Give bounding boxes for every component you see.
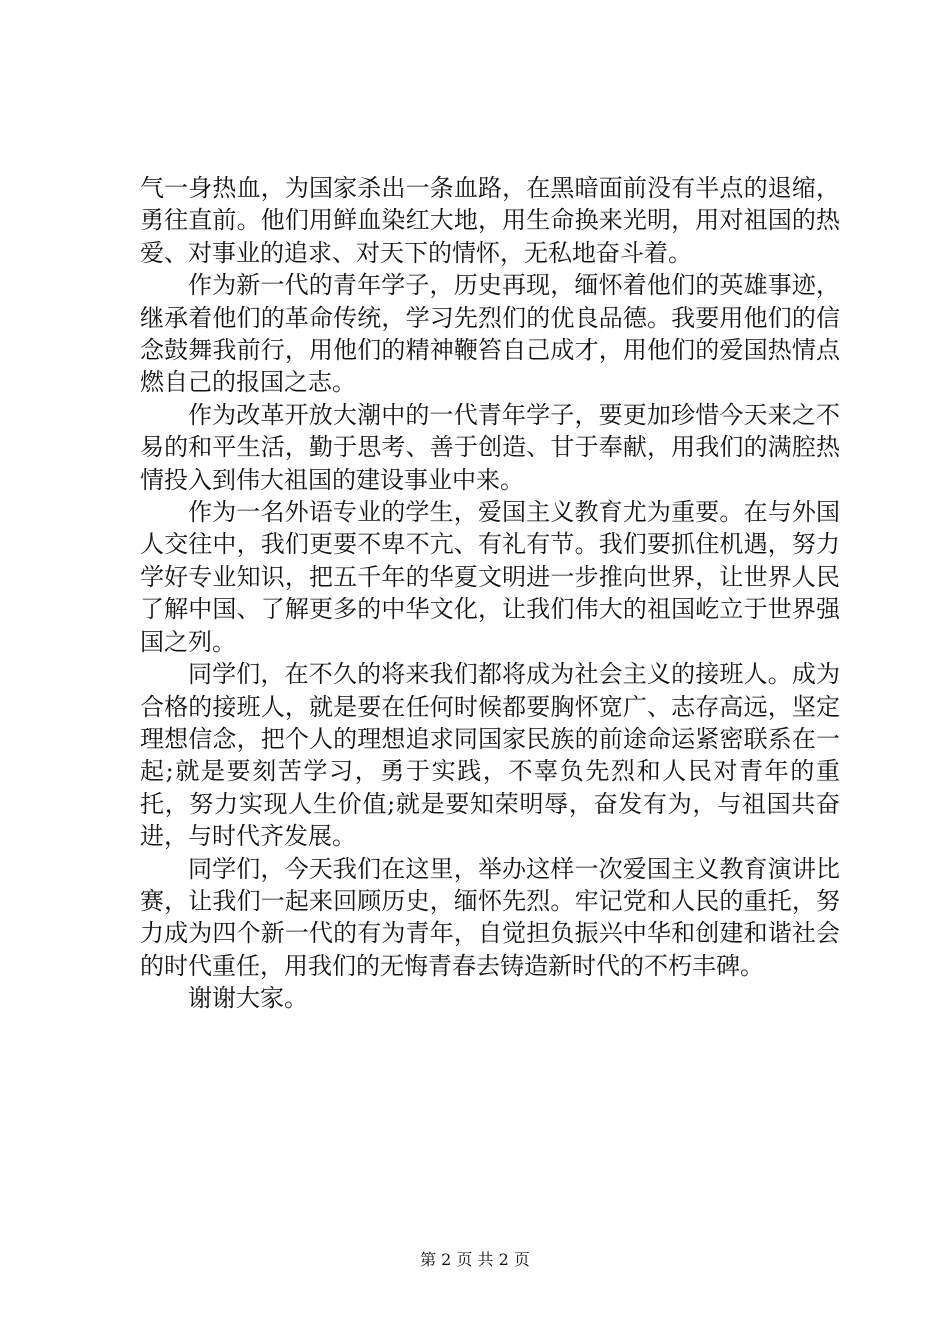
paragraph-continued: 气一身热血，为国家杀出一条血路，在黑暗面前没有半点的退缩，勇往直前。他们用鲜血染红大地，用生命换来光明，用对祖国的热爱、对事业的追求、对天下的情怀，无私地奋斗着。 [140, 174, 840, 267]
paragraph-reform: 作为改革开放大潮中的一代青年学子，要更加珍惜今天来之不易的和平生活，勤于思考、善于创造、甘于奉献，用我们的满腔热情投入到伟大祖国的建设事业中来。 [140, 400, 840, 494]
page-footer: 第 2 页 共 2 页 [420, 1250, 530, 1269]
paragraph-thanks: 谢谢大家。 [188, 984, 308, 1013]
paragraph-new-generation: 作为新一代的青年学子，历史再现，缅怀着他们的英雄事迹，继承着他们的革命传统，学习先烈们的优良品德。我要用他们的信念鼓舞我前行，用他们的精神鞭笞自己成才，用他们的爱国热情点燃自己的报国之志。 [140, 271, 840, 397]
paragraph-successors: 同学们，在不久的将来我们都将成为社会主义的接班人。成为合格的接班人，就是要在任何时候都要胸怀宽广、志存高远，坚定理想信念，把个人的理想追求同国家民族的前途命运紧密联系在一起;就是要刻苦学习，勇于实践，不辜负先烈和人民对青年的重托，努力实现人生价值;就是要知荣明辱，奋发有为，与祖国共奋进，与时代齐发展。 [140, 660, 840, 851]
paragraph-foreign-language: 作为一名外语专业的学生，爱国主义教育尤为重要。在与外国人交往中，我们更要不卑不亢、有礼有节。我们要抓住机遇，努力学好专业知识，把五千年的华夏文明进一步推向世界，让世界人民了解中国、了解更多的中华文化，让我们伟大的祖国屹立于世界强国之列。 [140, 498, 840, 656]
paragraph-speech-contest: 同学们，今天我们在这里，举办这样一次爱国主义教育演讲比赛，让我们一起来回顾历史，缅怀先烈。牢记党和人民的重托，努力成为四个新一代的有为青年，自觉担负振兴中华和创建和谐社会的时代重任，用我们的无悔青春去铸造新时代的不朽丰碑。 [140, 854, 840, 980]
document-body [140, 172, 840, 1015]
